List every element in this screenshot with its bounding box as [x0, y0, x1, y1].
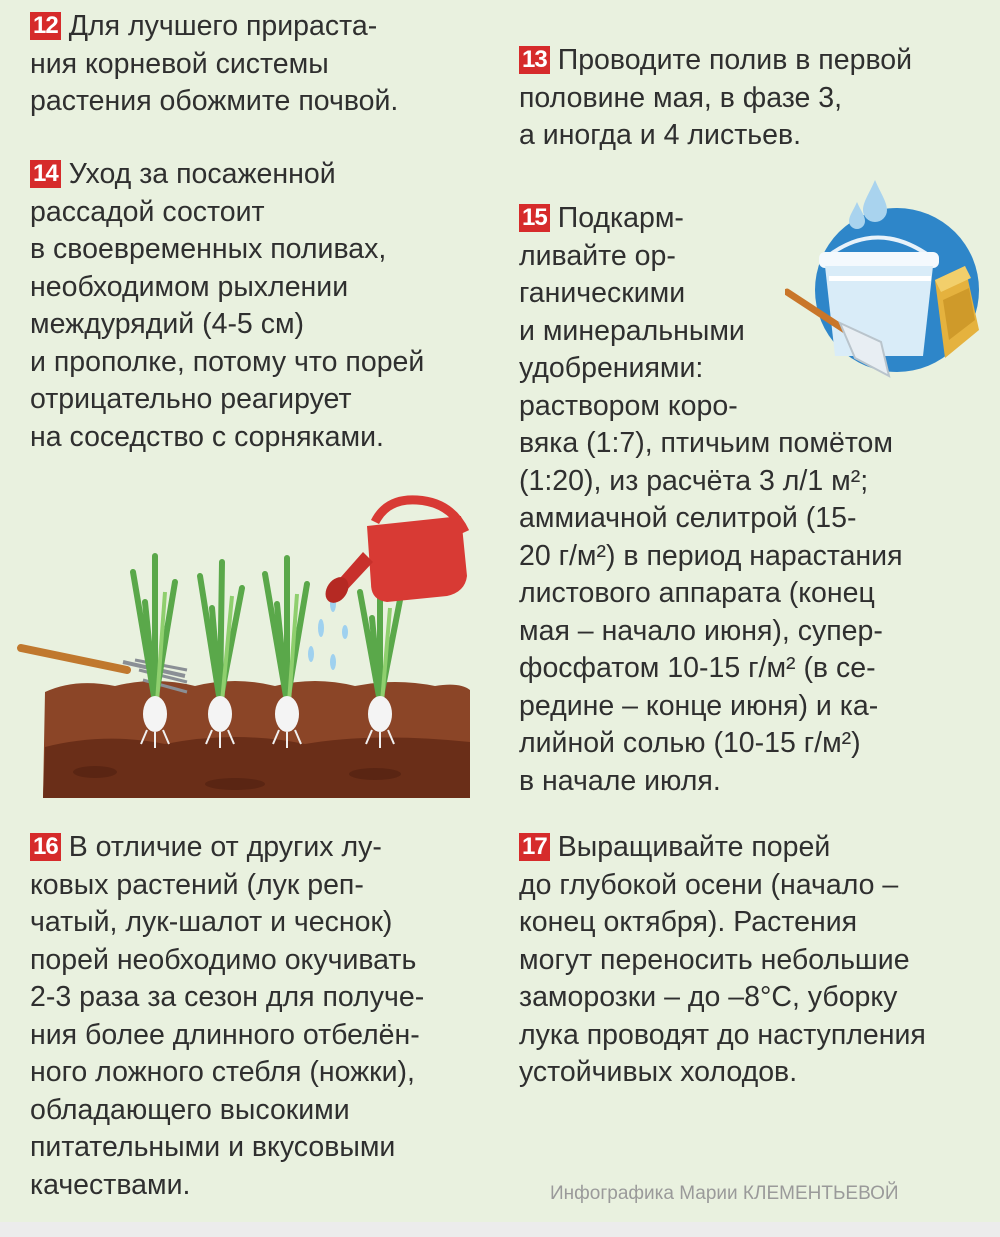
step-text: Подкарм- ливайте ор- ганическими и минеральными удобрениями: раствором коро- вяка (1:7), птичьим помётом (1:20), из расчёта 3 л/1 м²; аммиачной селитрой (15- 20 г/м²) в период нарастания листового аппарата (конец мая – начало июня), супер- фосфатом 10-15 г/м² (в се- редине – конце июня) и ка- лийной солью (10-15 г/м²) в начале июля. [519, 202, 903, 797]
step-number-badge: 15 [519, 204, 550, 232]
step-number-badge: 17 [519, 833, 550, 861]
step-number-badge: 14 [30, 160, 61, 188]
water-drop-icon [863, 180, 887, 222]
step-text: Выращивайте порей до глубокой осени (начало – конец октября). Растения могут переносить небольшие заморозки – до –8°C, уборку лука проводят до наступления устойчивых холодов. [519, 831, 926, 1088]
step-number-badge: 13 [519, 46, 550, 74]
water-drop-icon [849, 202, 865, 229]
watering-can-icon [321, 500, 467, 607]
step-text: Уход за посаженной рассадой состоит в своевременных поливах, необходимом рыхлении междурядий (4-5 см) и прополке, потому что порей отрицательно реагирует на соседство с сорняками. [30, 158, 425, 453]
step-text: Проводите полив в первой половине мая, в фазе 3, а иногда и 4 листьев. [519, 44, 913, 151]
leek-planting-illustration [15, 492, 475, 812]
infographic-credit: Инфографика Марии КЛЕМЕНТЬЕВОЙ [550, 1183, 899, 1204]
step-text: Для лучшего прираста- ния корневой системы растения обожмите почвой. [30, 10, 399, 117]
bottom-bar [0, 1222, 1000, 1237]
step-16 [30, 829, 424, 1204]
step-12 [30, 8, 398, 121]
soil-bed [43, 681, 470, 798]
water-stream [308, 596, 348, 670]
step-number-badge: 12 [30, 12, 61, 40]
step-number-badge: 16 [30, 833, 61, 861]
step-17 [519, 829, 926, 1092]
bucket-icon [819, 238, 939, 357]
step-text: В отличие от других лу- ковых растений (лук реп- чатый, лук-шалот и чеснок) порей необходимо окучивать 2-3 раза за сезон для получе- ния более длинного отбелён- ного ложного стебля (ножки), обладающего высокими питательными и вкусовыми качествами. [30, 831, 425, 1201]
fertilizer-illustration [785, 180, 980, 390]
step-13 [519, 42, 912, 155]
step-14 [30, 156, 424, 456]
